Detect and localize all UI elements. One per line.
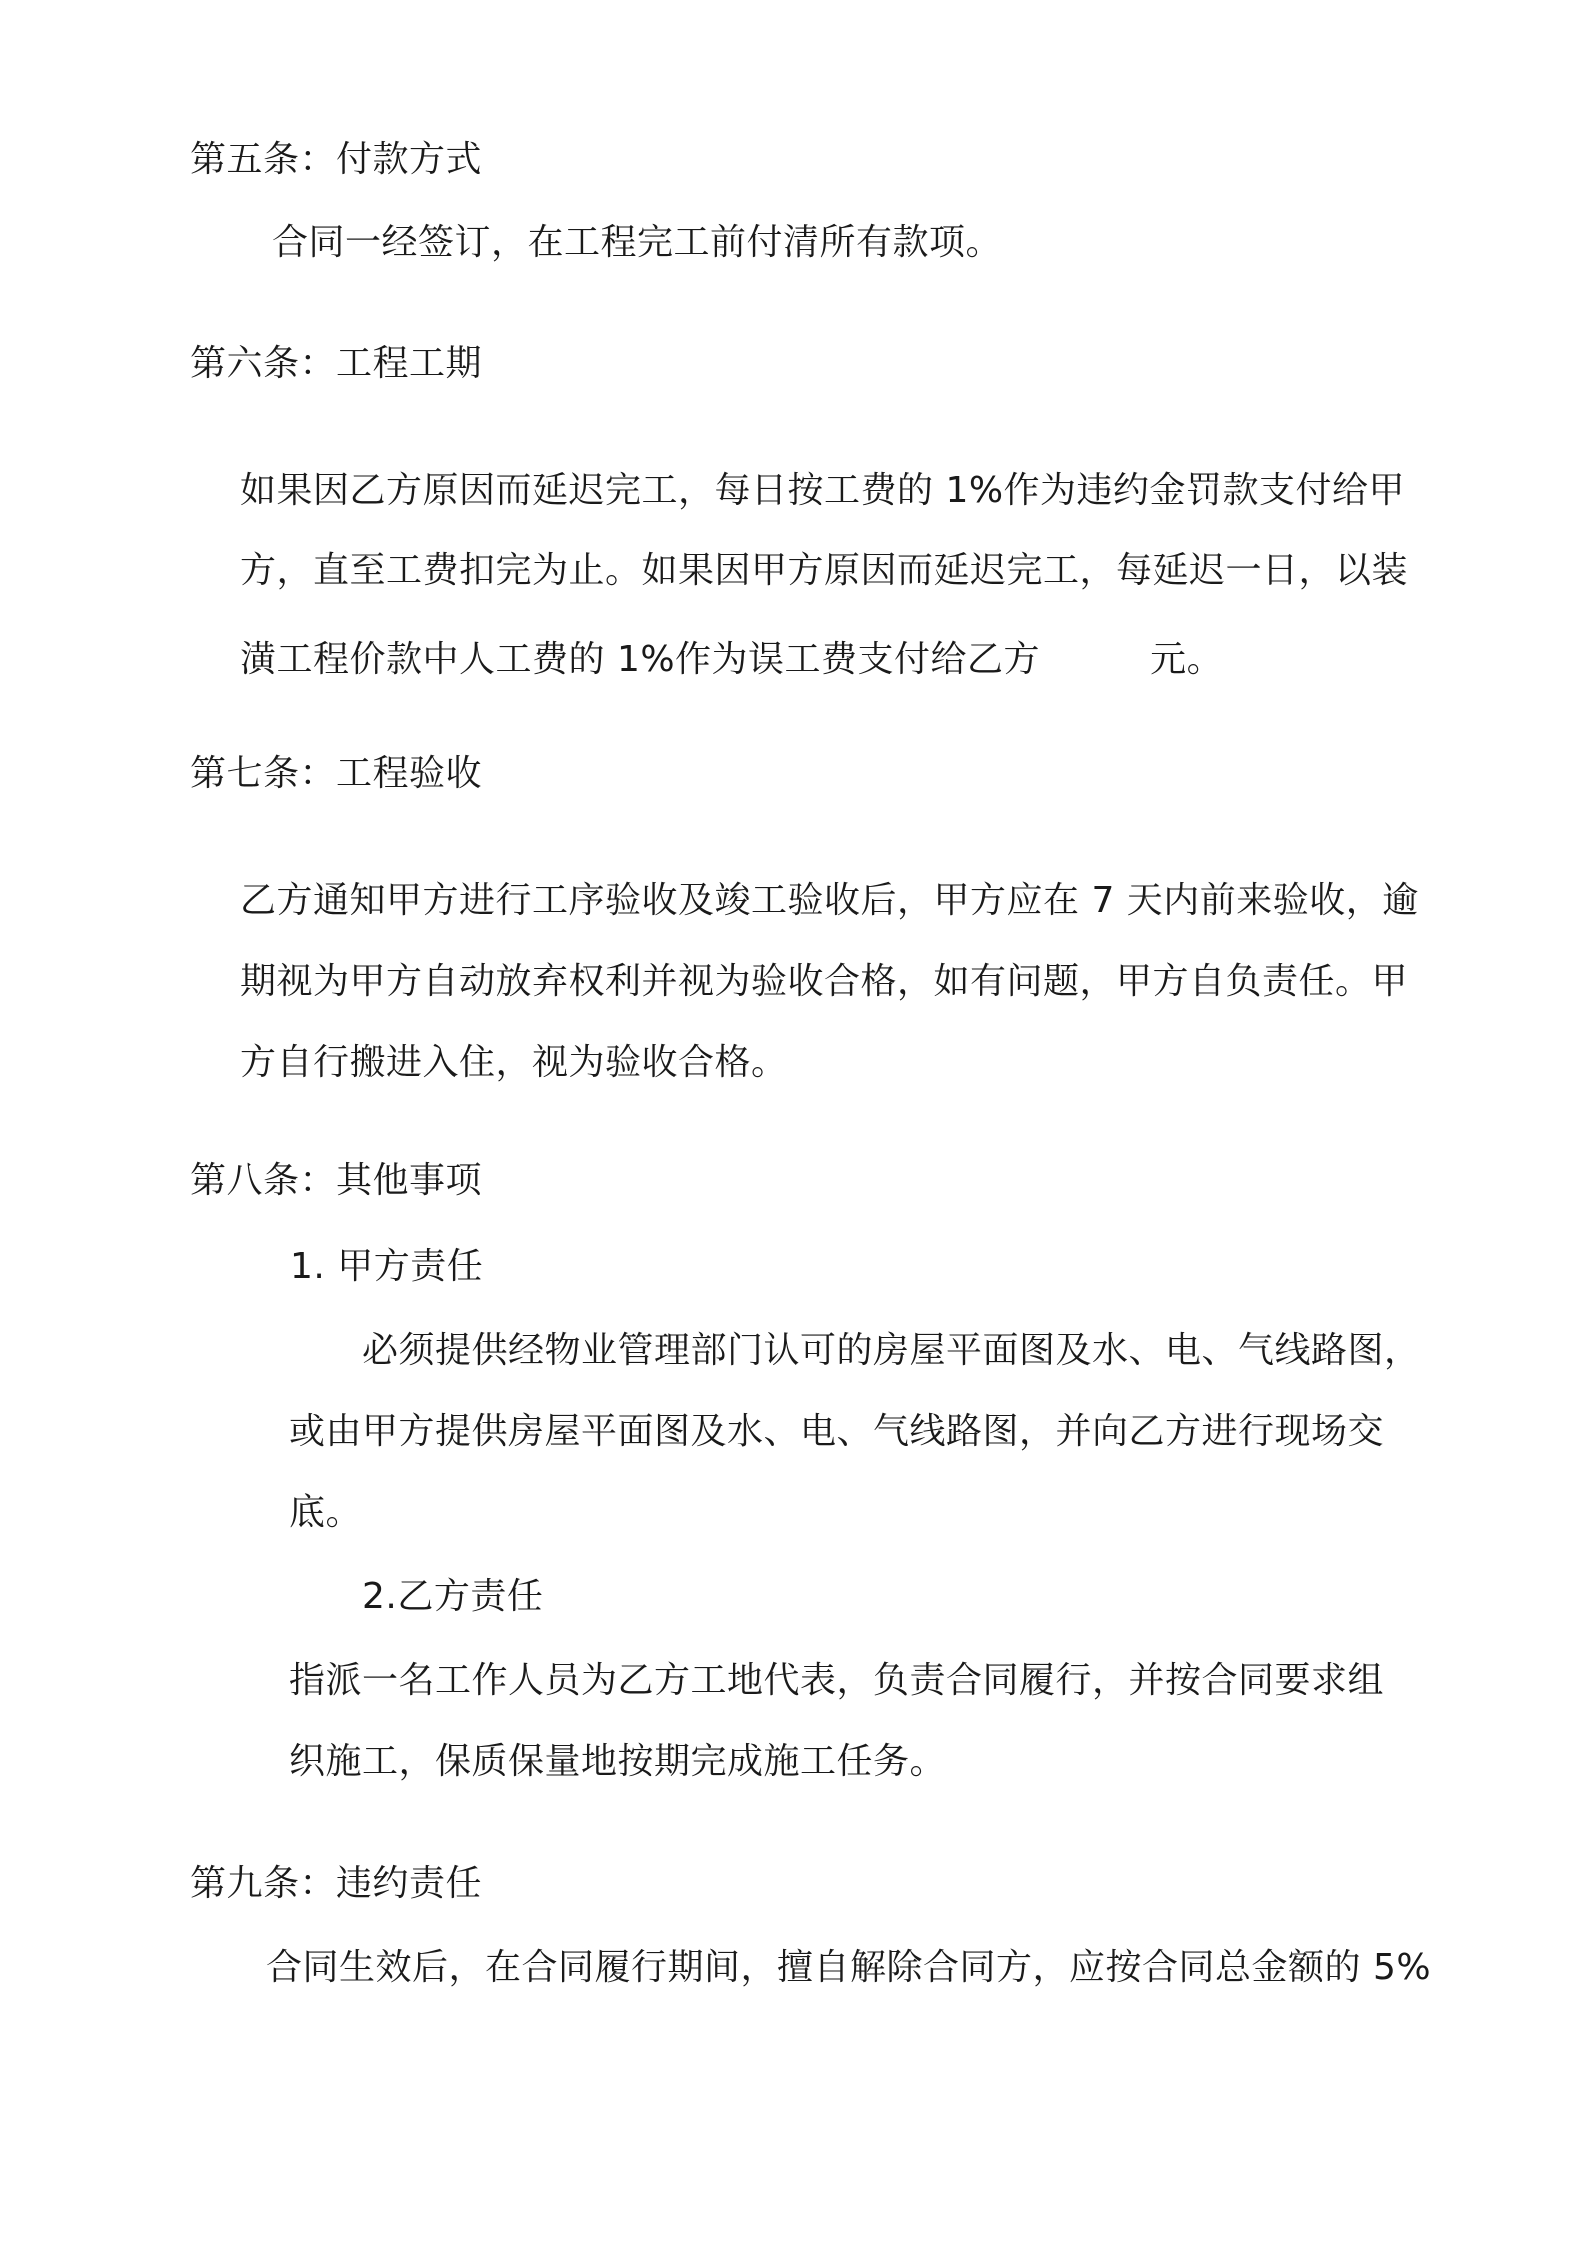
section-7-line-3: 方自行搬进入住，视为验收合格。 (240, 1042, 788, 1083)
section-7-line-1: 乙方通知甲方进行工序验收及竣工验收后，甲方应在 7 天内前来验收，逾 (240, 880, 1419, 921)
section-7-line-2: 期视为甲方自动放弃权利并视为验收合格，如有问题，甲方自负责任。甲 (240, 961, 1409, 1002)
section-8-item-1-line-2: 或由甲方提供房屋平面图及水、电、气线路图，并向乙方进行现场交 (289, 1411, 1385, 1452)
section-6-line-3-text: 潢工程价款中人工费的 1%作为误工费支付给乙方 (240, 639, 1041, 680)
section-8-heading: 第八条：其他事项 (190, 1160, 483, 1201)
section-8-item-2-line-2: 织施工，保质保量地按期完成施工任务。 (289, 1741, 947, 1782)
section-7-heading: 第七条：工程验收 (190, 753, 483, 794)
section-8-item-2-title: 2.乙方责任 (362, 1576, 544, 1617)
section-8-item-1-line-3: 底。 (289, 1492, 363, 1533)
section-9-heading: 第九条：违约责任 (190, 1863, 483, 1904)
section-6-heading: 第六条：工程工期 (190, 343, 483, 384)
section-8-item-2-line-1: 指派一名工作人员为乙方工地代表，负责合同履行，并按合同要求组 (289, 1660, 1385, 1701)
section-5-heading: 第五条：付款方式 (190, 139, 483, 180)
section-6-line-1: 如果因乙方原因而延迟完工，每日按工费的 1%作为违约金罚款支付给甲 (240, 470, 1406, 511)
section-8-item-1-title: 1. 甲方责任 (290, 1246, 484, 1287)
section-9-line-1: 合同生效后，在合同履行期间，擅自解除合同方，应按合同总金额的 5% (266, 1947, 1432, 1988)
section-5-line-1: 合同一经签订，在工程完工前付清所有款项。 (272, 222, 1003, 263)
section-6-line-3 (240, 638, 1223, 682)
section-6-line-3-unit: 元。 (1150, 639, 1224, 680)
section-8-item-1-line-1: 必须提供经物业管理部门认可的房屋平面图及水、电、气线路图， (362, 1330, 1421, 1371)
section-6-line-2: 方，直至工费扣完为止。如果因甲方原因而延迟完工，每延迟一日，以装 (240, 550, 1409, 591)
